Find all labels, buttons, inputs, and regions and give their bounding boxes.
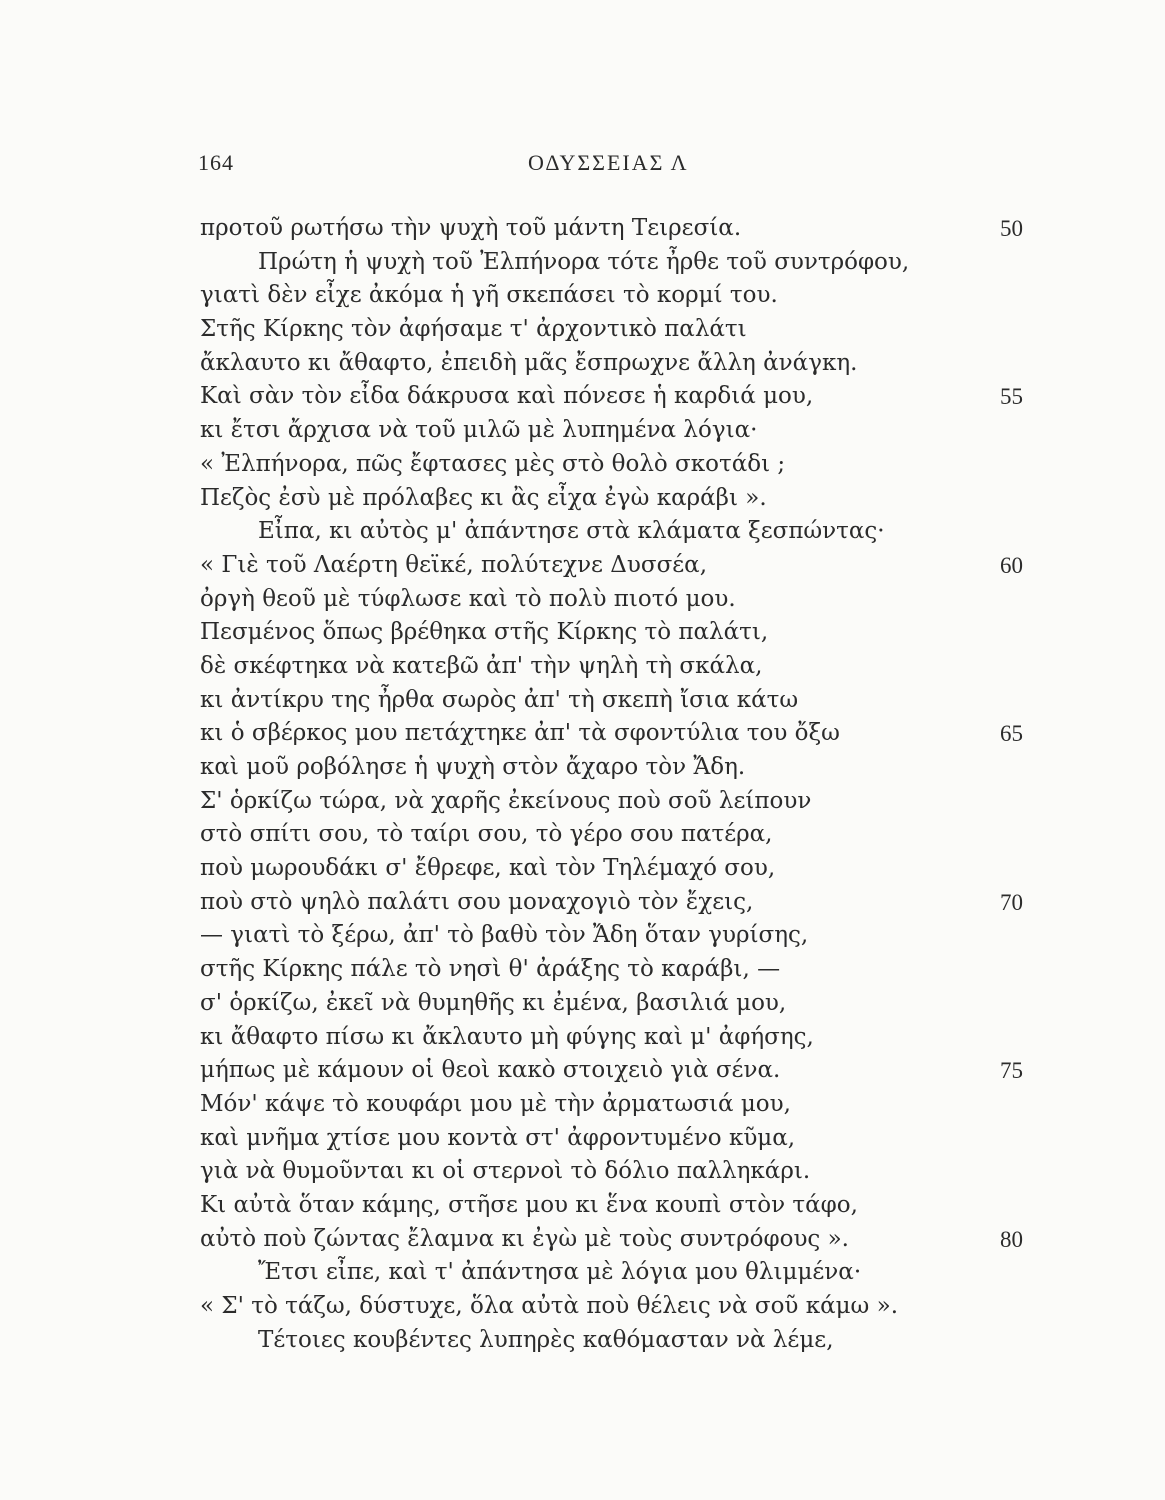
verse-line-text: κι ἄθαφτο πίσω κι ἄκλαυτο μὴ φύγης καὶ μ' ἀφήσης, <box>200 1023 814 1050</box>
line-number: 60 <box>1000 552 1023 578</box>
verse-line <box>200 515 1040 549</box>
verse-line-text: Πεζὸς ἐσὺ μὲ πρόλαβες κι ἂς εἶχα ἐγὼ καράβι ». <box>200 484 767 511</box>
verse-line <box>200 1290 1040 1324</box>
verse-line-text: προτοῦ ρωτήσω τὴν ψυχὴ τοῦ μάντη Τειρεσία. <box>200 215 742 241</box>
verse-line <box>200 380 1040 414</box>
verse-line-text: « Γιὲ τοῦ Λαέρτη θεϊκέ, πολύτεχνε Δυσσέα, <box>200 551 708 578</box>
verse-line-text: ποὺ μωρουδάκι σ' ἔθρεφε, καὶ τὸν Τηλέμαχό σου, <box>200 855 776 882</box>
verse-line-text: Πεσμένος ὅπως βρέθηκα στῆς Κίρκης τὸ παλάτι, <box>200 619 769 646</box>
verse-line <box>200 1256 1040 1290</box>
verse-line <box>200 684 1040 718</box>
verse-line <box>200 1088 1040 1122</box>
verse-line <box>200 313 1040 347</box>
verse-line-text: ὀργὴ θεοῦ μὲ τύφλωσε καὶ τὸ πολὺ πιοτό μου. <box>200 585 736 612</box>
verse-line-text: καὶ μοῦ ροβόλησε ἡ ψυχὴ στὸν ἄχαρο τὸν Ἄδη. <box>200 754 746 780</box>
verse-line <box>200 482 1040 516</box>
verse-line-text: Πρώτη ἡ ψυχὴ τοῦ Ἐλπήνορα τότε ἦρθε τοῦ συντρόφου, <box>258 248 910 275</box>
page-number: 164 <box>198 150 234 175</box>
verse-line-text: « Ἐλπήνορα, πῶς ἔφτασες μὲς στὸ θολὸ σκοτάδι ; <box>200 450 786 477</box>
verse-line-text: Σ' ὁρκίζω τώρα, νὰ χαρῆς ἐκείνους ποὺ σοῦ λείπουν <box>200 787 812 814</box>
verse-line-text: μήπως μὲ κάμουν οἱ θεοὶ κακὸ στοιχειὸ γιὰ σένα. <box>200 1057 781 1084</box>
line-number: 65 <box>1000 721 1023 747</box>
verse-line <box>200 1021 1040 1055</box>
running-title: ΟΔΥΣΣΕΙΑΣ Λ <box>528 150 689 175</box>
verse-line <box>200 616 1040 650</box>
verse-line <box>200 1223 1040 1257</box>
verse-line <box>200 583 1040 617</box>
verse-line-text: Τέτοιες κουβέντες λυπηρὲς καθόμασταν νὰ λέμε, <box>258 1326 834 1353</box>
verse-line <box>200 919 1040 953</box>
verse-line-text: αὐτὸ ποὺ ζώντας ἔλαμνα κι ἐγὼ μὲ τοὺς συντρόφους ». <box>200 1225 849 1252</box>
verse-line-text: κι ἀντίκρυ της ἦρθα σωρὸς ἀπ' τὴ σκεπὴ ἴσια κάτω <box>200 686 799 713</box>
verse-line <box>200 246 1040 280</box>
verse-line-text: γιατὶ δὲν εἶχε ἀκόμα ἡ γῆ σκεπάσει τὸ κορμί του. <box>200 282 778 309</box>
verse-text <box>200 212 1040 1357</box>
verse-line <box>200 818 1040 852</box>
verse-line-text: γιὰ νὰ θυμοῦνται κι οἱ στερνοὶ τὸ δόλιο παλληκάρι. <box>200 1158 811 1185</box>
verse-line <box>200 347 1040 381</box>
verse-line <box>200 717 1040 751</box>
verse-line-text: ἄκλαυτο κι ἄθαφτο, ἐπειδὴ μᾶς ἔσπρωχνε ἄλλη ἀνάγκη. <box>200 349 858 376</box>
verse-line <box>200 279 1040 313</box>
verse-line <box>200 1122 1040 1156</box>
line-number: 50 <box>1000 216 1023 241</box>
verse-line <box>200 1155 1040 1189</box>
verse-line-text: Εἶπα, κι αὐτὸς μ' ἀπάντησε στὰ κλάματα ξεσπώντας· <box>258 518 885 545</box>
verse-line-text: κι ὁ σβέρκος μου πετάχτηκε ἀπ' τὰ σφοντύλια του ὄξω <box>200 720 840 747</box>
verse-line-text: Ἔτσι εἶπε, καὶ τ' ἀπάντησα μὲ λόγια μου θλιμμένα· <box>258 1259 862 1286</box>
verse-line <box>200 414 1040 448</box>
verse-line <box>200 212 1040 246</box>
verse-line <box>200 751 1040 785</box>
verse-line <box>200 448 1040 482</box>
verse-line <box>200 1189 1040 1223</box>
verse-line <box>200 650 1040 684</box>
page-header <box>198 150 988 180</box>
verse-line <box>200 785 1040 819</box>
line-number: 75 <box>1000 1058 1023 1084</box>
verse-line-text: σ' ὁρκίζω, ἐκεῖ νὰ θυμηθῆς κι ἐμένα, βασιλιά μου, <box>200 989 787 1016</box>
verse-line-text: δὲ σκέφτηκα νὰ κατεβῶ ἀπ' τὴν ψηλὴ τὴ σκάλα, <box>200 652 763 679</box>
verse-line-text: καὶ μνῆμα χτίσε μου κοντὰ στ' ἀφροντυμένο κῦμα, <box>200 1124 796 1151</box>
verse-line <box>200 852 1040 886</box>
verse-line-text: — γιατὶ τὸ ξέρω, ἀπ' τὸ βαθὺ τὸν Ἄδη ὅταν γυρίσης, <box>200 922 809 949</box>
line-number: 55 <box>1000 384 1023 410</box>
verse-line-text: στὸ σπίτι σου, τὸ ταίρι σου, τὸ γέρο σου πατέρα, <box>200 821 773 848</box>
verse-line <box>200 987 1040 1021</box>
verse-line-text: « Σ' τὸ τάζω, δύστυχε, ὅλα αὐτὰ ποὺ θέλεις νὰ σοῦ κάμω ». <box>200 1293 899 1319</box>
verse-line-text: Μόν' κάψε τὸ κουφάρι μου μὲ τὴν ἀρματωσιά μου, <box>200 1090 791 1117</box>
verse-line-text: στῆς Κίρκης πάλε τὸ νησὶ θ' ἀράξης τὸ καράβι, — <box>200 956 781 983</box>
verse-line <box>200 953 1040 987</box>
verse-line <box>200 886 1040 920</box>
verse-line <box>200 549 1040 583</box>
verse-line-text: Κι αὐτὰ ὅταν κάμης, στῆσε μου κι ἕνα κουπὶ στὸν τάφο, <box>200 1191 858 1218</box>
verse-line <box>200 1054 1040 1088</box>
verse-line-text: ποὺ στὸ ψηλὸ παλάτι σου μοναχογιὸ τὸν ἔχεις, <box>200 888 754 915</box>
line-number: 70 <box>1000 889 1023 915</box>
verse-line-text: Στῆς Κίρκης τὸν ἀφήσαμε τ' ἀρχοντικὸ παλάτι <box>200 316 747 343</box>
line-number: 80 <box>1000 1226 1023 1252</box>
verse-line <box>200 1324 1040 1358</box>
verse-line-text: κι ἔτσι ἄρχισα νὰ τοῦ μιλῶ μὲ λυπημένα λόγια· <box>200 417 758 444</box>
verse-line-text: Καὶ σὰν τὸν εἶδα δάκρυσα καὶ πόνεσε ἡ καρδιά μου, <box>200 383 814 410</box>
